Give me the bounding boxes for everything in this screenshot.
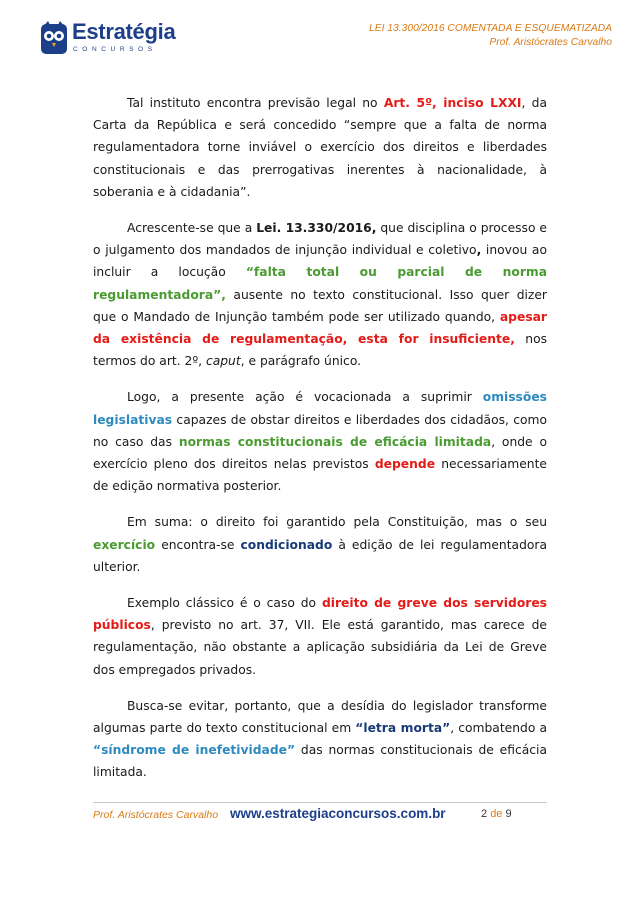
brand-name: Estratégia [72, 19, 176, 44]
highlight-insufficient: apesar da existência de regulamentação, esta for insuficiente, [93, 309, 547, 347]
paragraph-6: Busca-se evitar, portanto, que a desídia do legislador transforme algumas parte do texto constitucional em “letra morta”, combatendo a “síndrome de inefetividade” das normas constitucionais de eficácia limitada. [93, 698, 547, 780]
brand-subtitle: CONCURSOS [73, 46, 157, 53]
page-number: 2 de 9 [481, 808, 512, 820]
highlight-law: Lei. 13.330/2016, [256, 221, 377, 236]
footer-divider [93, 802, 547, 803]
footer-website-link[interactable]: www.estrategiaconcursos.com.br [230, 806, 446, 821]
highlight-conditioned: condicionado [240, 537, 333, 552]
document-header [369, 22, 612, 50]
owl-logo-icon [40, 21, 68, 55]
highlight-depends: depende [374, 457, 436, 472]
highlight-omissions: omissões legislativas [93, 390, 547, 427]
highlight-exercise: exercício [93, 537, 156, 552]
paragraph-2: Acrescente-se que a Lei. 13.330/2016, que disciplina o processo e o julgamento dos mandados de injunção individual e coletivo, inovou ao incluir a locução “falta total ou parcial de norma regulamentadora”, ausente no texto constitucional. Isso quer dizer que o Mandado de Injunção também pode ser utilizado quando, apesar da existência de regulamentação, esta for insuficiente, nos termos do art. 2º, caput, e parágrafo único. [93, 221, 548, 369]
highlight-article: Art. 5º, inciso LXXI [383, 96, 522, 110]
paragraph-4: Em suma: o direito foi garantido pela Constituição, mas o seu exercício encontra-se condicionado à edição de lei regulamentadora ulterior. [93, 515, 547, 574]
highlight-strike-right: direito de greve dos servidores públicos [93, 596, 547, 633]
paragraph-3: Logo, a presente ação é vocacionada a suprimir omissões legislativas capazes de obstar direitos e liberdades dos cidadãos, como no caso das normas constitucionais de eficácia limitada, onde o exercício pleno dos direitos nelas previstos depende necessariamente de edição normativa posterior. [93, 390, 547, 494]
document-body [93, 92, 547, 798]
highlight-dead-letter: “letra morta” [355, 721, 451, 736]
paragraph-5: Exemplo clássico é o caso do direito de greve dos servidores públicos, previsto no art. 37, VII. Ele está garantido, mas carece de regulamentação, não obstante a aplicação subsidiária da Lei de Greve dos empregados privados. [93, 596, 547, 677]
document-author: Prof. Aristócrates Carvalho [489, 37, 612, 48]
paragraph-1: Tal instituto encontra previsão legal no Art. 5º, inciso LXXI, da Carta da República e será concedido “sempre que a falta de norma regulamentadora torne inviável o exercício dos direitos e liberdades constitucionais e das prerrogativas inerentes à nacionalidade, à soberania e à cidadania”. [93, 96, 547, 199]
highlight-syndrome: “síndrome de inefetividade” [93, 743, 296, 758]
footer-author: Prof. Aristócrates Carvalho [93, 809, 219, 821]
highlight-locution: “falta total ou parcial de norma regulamentadora”, [93, 265, 547, 302]
brand-logo [40, 19, 175, 59]
document-title: LEI 13.300/2016 COMENTADA E ESQUEMATIZADA [368, 23, 612, 34]
highlight-norms: normas constitucionais de eficácia limitada [178, 434, 492, 449]
